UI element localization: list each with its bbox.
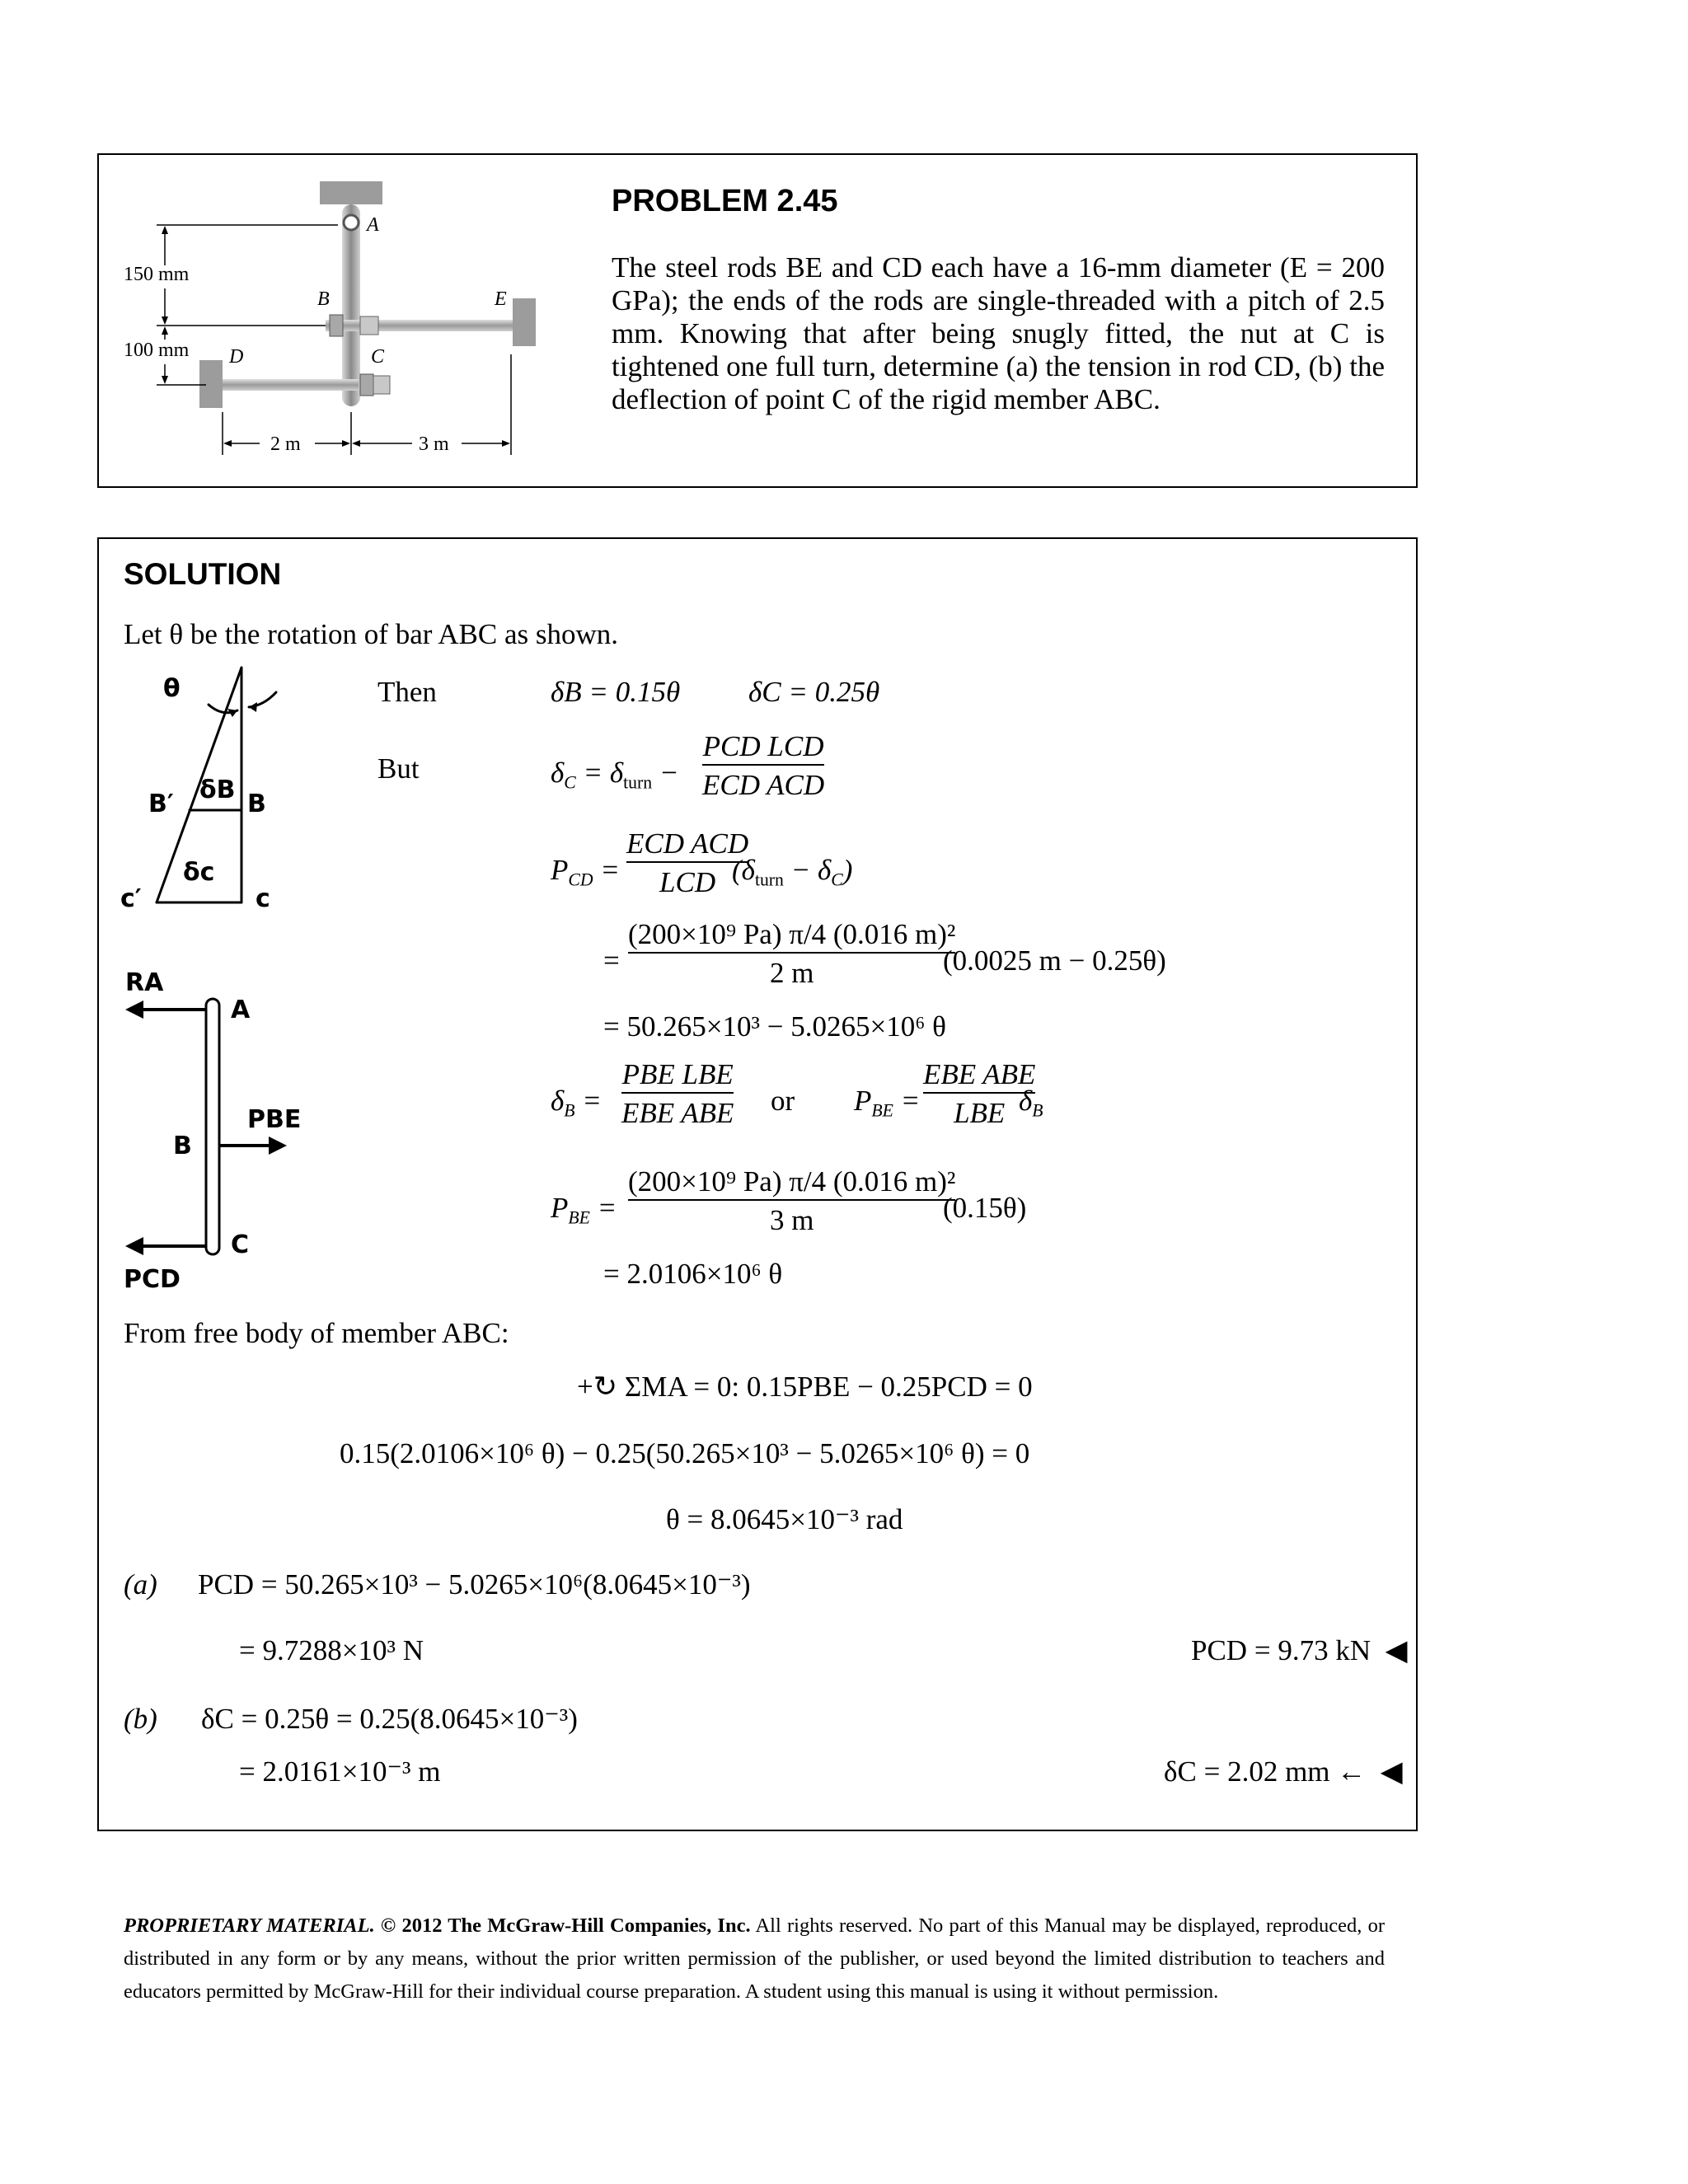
part-b-answer: δC = 2.02 mm ← ◀ bbox=[1164, 1755, 1403, 1788]
eq3-frac bbox=[626, 829, 748, 897]
eq-delta-b: δB = 0.15θ bbox=[551, 676, 681, 708]
fig-label-c: C bbox=[371, 346, 385, 368]
free-body-text: From free body of member ABC: bbox=[124, 1317, 509, 1349]
fig-label-a: A bbox=[367, 214, 379, 236]
eq7-frac bbox=[628, 1167, 955, 1235]
part-b-result: = 2.0161×10⁻³ m bbox=[239, 1755, 441, 1788]
nut-b bbox=[330, 315, 343, 336]
sketch-delta-b: δB bbox=[199, 776, 236, 804]
word-then: Then bbox=[377, 676, 437, 708]
sketch-a: A bbox=[231, 996, 251, 1024]
rod-be bbox=[326, 320, 523, 331]
sketch-pbe: PBE bbox=[247, 1105, 302, 1134]
eq6-den: LBE bbox=[954, 1097, 1006, 1129]
footer-lead: PROPRIETARY MATERIAL. bbox=[124, 1915, 375, 1937]
eq3-tail: $(\delta_{turn} - \delta_C)$ bbox=[732, 854, 853, 890]
sketch-b: B bbox=[247, 790, 266, 818]
part-a-answer: PCD = 9.73 kN ◀ bbox=[1191, 1634, 1408, 1666]
eq7-lhs: $P_{BE}$ = bbox=[551, 1192, 617, 1228]
wall-e bbox=[513, 298, 536, 346]
eq6-lhs: $P_{BE}$ = bbox=[854, 1085, 921, 1121]
problem-statement: The steel rods BE and CD each have a 16-mm diameter (E = 200 GPa); the ends of the rods are single-threaded with a pitch of 2.5 mm. Knowing that after being snugly fitted, the nut at C is tightened one full turn, determine (a) the tension in rod CD, (b) the deflection of point C of the rigid member ABC. bbox=[612, 251, 1385, 415]
eq2-frac bbox=[702, 732, 824, 799]
fig-label-d: D bbox=[229, 346, 244, 368]
free-body-sketch bbox=[107, 948, 321, 1294]
sketch-c: c bbox=[256, 884, 270, 913]
eq7-result: = 2.0106×10⁶ θ bbox=[603, 1258, 783, 1290]
problem-title: PROBLEM 2.45 bbox=[612, 184, 838, 218]
eq-substitution: 0.15(2.0106×10⁶ θ) − 0.25(50.265×10³ − 5.0265×10⁶ θ) = 0 bbox=[340, 1437, 1030, 1469]
eq7-num: (200×10⁹ Pa) π/4 (0.016 m)² bbox=[628, 1165, 956, 1197]
eq6-num: EBE ABE bbox=[923, 1058, 1036, 1090]
eq3-lhs: $P_{CD}$ = bbox=[551, 854, 620, 890]
pin-a bbox=[344, 215, 359, 230]
part-a-result: = 9.7288×10³ N bbox=[239, 1634, 424, 1666]
fig-label-b: B bbox=[317, 288, 330, 310]
rod-cd bbox=[210, 379, 359, 391]
eq2-num: PCD LCD bbox=[702, 730, 824, 762]
part-a-label: (a) bbox=[124, 1568, 157, 1601]
eq-moment: +↻ ΣMA = 0: 0.15PBE − 0.25PCD = 0 bbox=[577, 1371, 1033, 1403]
sketch-c2: C bbox=[231, 1230, 250, 1259]
eq7-tail: (0.15θ) bbox=[943, 1192, 1027, 1224]
copyright-footer bbox=[124, 1910, 1385, 2008]
wall-d bbox=[199, 360, 223, 408]
dim-2m: 2 m bbox=[270, 434, 301, 455]
eq4-result: = 50.265×10³ − 5.0265×10⁶ θ bbox=[603, 1010, 946, 1043]
eq4-num: (200×10⁹ Pa) π/4 (0.016 m)² bbox=[628, 918, 956, 950]
problem-figure bbox=[107, 165, 569, 478]
sketch-b2: B bbox=[173, 1132, 192, 1160]
sketch-pcd: PCD bbox=[124, 1265, 181, 1294]
eq3-den: LCD bbox=[659, 866, 716, 898]
eq-theta: θ = 8.0645×10⁻³ rad bbox=[666, 1503, 903, 1535]
eq-delta-c: δC = 0.25θ bbox=[748, 676, 880, 708]
eq3-num: ECD ACD bbox=[626, 827, 749, 860]
sketch-ra: RA bbox=[125, 968, 164, 997]
fig-label-e: E bbox=[495, 288, 507, 310]
eq4-tail: (0.0025 m − 0.25θ) bbox=[943, 944, 1166, 977]
footer-company: © 2012 The McGraw-Hill Companies, Inc. bbox=[380, 1915, 751, 1937]
word-or: or bbox=[771, 1085, 795, 1117]
top-support bbox=[320, 181, 382, 204]
dim-150: 150 mm bbox=[124, 264, 190, 285]
part-b-label: (b) bbox=[124, 1703, 157, 1735]
footer-text: All rights reserved. No part of this Manual may be displayed, reproduced, or distributed in any form or by any means, without the prior written permission of the publisher, or used beyond the limited distribution to teachers and educators permitted by McGraw-Hill for their individual course preparation. A student using this manual is using it without permission. bbox=[124, 1915, 1385, 2003]
eq4-frac bbox=[628, 920, 955, 987]
sketch-theta: θ bbox=[163, 674, 181, 703]
eq4-den: 2 m bbox=[769, 957, 814, 989]
sketch-c-prime: c′ bbox=[120, 884, 142, 913]
word-but: But bbox=[377, 752, 420, 785]
eq5-num: PBE LBE bbox=[621, 1058, 734, 1090]
eq2-den: ECD ACD bbox=[702, 769, 825, 801]
eq2-lhs: $\delta_C = \delta_{turn}$ − bbox=[551, 757, 679, 793]
sketch-b-prime: B′ bbox=[148, 790, 174, 818]
rotation-sketch bbox=[107, 659, 321, 915]
sketch-delta-c: δc bbox=[183, 858, 215, 887]
part-a-eq: PCD = 50.265×10³ − 5.0265×10⁶(8.0645×10⁻³) bbox=[198, 1568, 751, 1601]
eq6-tail: $\delta_B$ bbox=[1019, 1085, 1043, 1121]
eq7-den: 3 m bbox=[769, 1204, 814, 1236]
rigid-member-abc bbox=[342, 204, 360, 406]
eq5-frac bbox=[621, 1060, 734, 1127]
solution-intro: Let θ be the rotation of bar ABC as shown. bbox=[124, 618, 618, 650]
eq5-lhs: $\delta_B$ = bbox=[551, 1085, 602, 1121]
eq5-den: EBE ABE bbox=[621, 1097, 734, 1129]
dim-100: 100 mm bbox=[124, 340, 190, 361]
solution-heading: SOLUTION bbox=[124, 557, 282, 591]
dim-3m: 3 m bbox=[419, 434, 449, 455]
eq4-equals: = bbox=[603, 944, 620, 977]
nut-c bbox=[360, 374, 373, 396]
part-b-eq: δC = 0.25θ = 0.25(8.0645×10⁻³) bbox=[201, 1703, 578, 1735]
